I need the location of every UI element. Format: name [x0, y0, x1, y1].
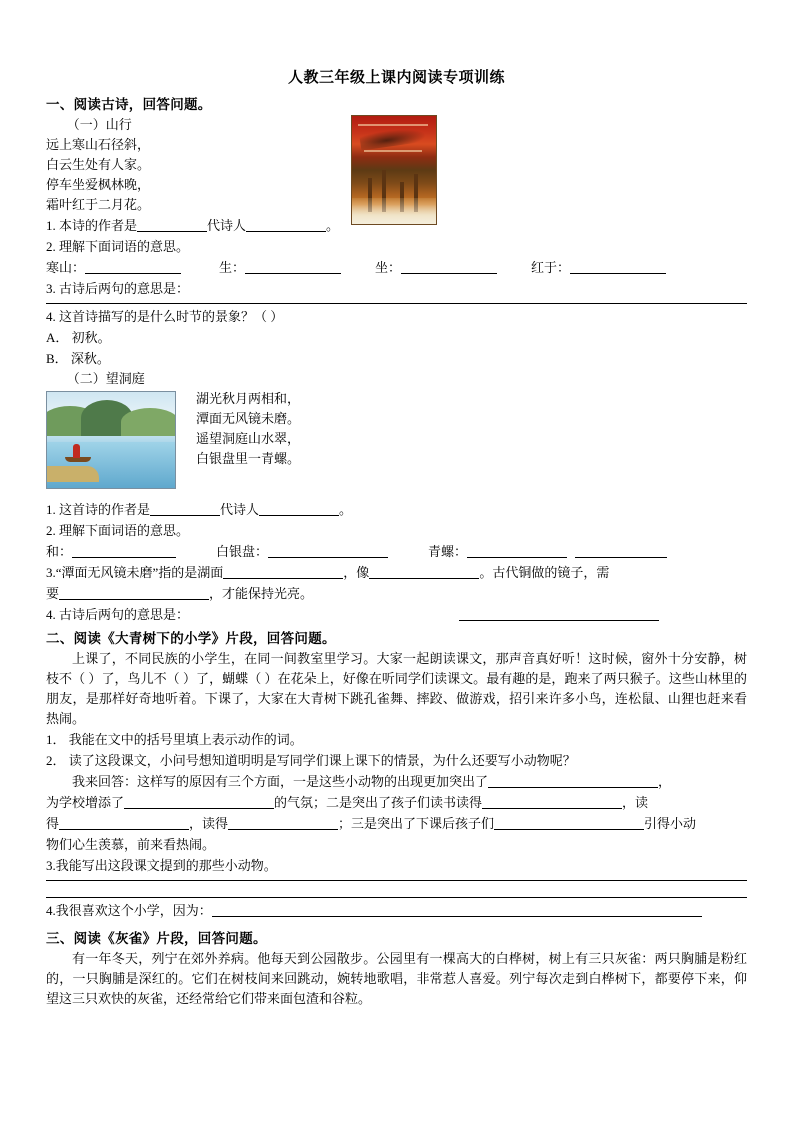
wdt-term-3-blank[interactable]: [467, 543, 567, 558]
section-2-heading: 二、阅读《大青树下的小学》片段，回答问题。: [46, 631, 336, 646]
section-1-heading: 一、阅读古诗，回答问题。: [46, 97, 212, 112]
shanxing-illustration-image: [351, 115, 437, 225]
s2-q4-text: 4.我很喜欢这个小学，因为：: [46, 903, 212, 918]
shanxing-term-4-label: 红于：: [531, 260, 571, 275]
shanxing-q4-option-a[interactable]: A． 初秋。: [46, 330, 111, 345]
wangdongting-question-1: [46, 499, 747, 520]
section-2-answer-line-4: 物们心生羡慕，前来看热闹。: [46, 837, 216, 852]
wdt-term-2-label: 白银盘：: [216, 544, 269, 559]
shanxing-q1-blank-2[interactable]: [246, 217, 326, 232]
poem-wangdongting-line-1: 湖光秋月两相和，: [196, 391, 301, 406]
section-2-answer-line-2: [46, 792, 747, 813]
shanxing-term-3-blank[interactable]: [401, 259, 497, 274]
poem-shanxing-line-4: 霜叶红于二月花。: [46, 197, 151, 212]
s2-a2-text-6: ，读得: [189, 816, 229, 831]
shanxing-term-1-label: 寒山：: [46, 260, 86, 275]
shanxing-term-4-blank[interactable]: [570, 259, 666, 274]
poem-shanxing-block: [46, 115, 747, 215]
wdt-q3-blank-3[interactable]: [59, 585, 209, 600]
poem-wangdongting-line-3: 遥望洞庭山水翠，: [196, 431, 301, 446]
s2-a2-blank-2[interactable]: [124, 794, 274, 809]
wdt-term-1-blank[interactable]: [72, 543, 176, 558]
s2-a2-blank-4[interactable]: [59, 815, 189, 830]
section-2-q3-answer-line-2[interactable]: [46, 897, 747, 898]
wdt-term-3-blank-2[interactable]: [575, 543, 667, 558]
poem-wangdongting-block: [46, 389, 747, 493]
wdt-q3-blank-1[interactable]: [223, 564, 343, 579]
shanxing-question-3: 3. 古诗后两句的意思是：: [46, 281, 190, 296]
poem-wangdongting-label: （二）望洞庭: [66, 371, 145, 386]
shanxing-q1-text-c: 。: [326, 218, 340, 233]
wangdongting-question-3: [46, 562, 747, 583]
s2-a2-text-7: ；三是突出了下课后孩子们: [338, 816, 495, 831]
wdt-q3-text-e: ，才能保持光亮。: [209, 586, 314, 601]
wdt-q4-text: 4. 古诗后两句的意思是：: [46, 607, 190, 622]
section-2-question-2: 2． 读了这段课文，小问号想知道明明是写同学们课上课下的情景，为什么还要写小动物呢？: [46, 753, 576, 768]
s2-a2-text-4: ，读: [622, 795, 649, 810]
shanxing-q1-blank-1[interactable]: [137, 217, 207, 232]
section-2-answer-line-1: 我来回答：这样写的原因有三个方面，一是这些小动物的出现更加突出了 ，: [72, 774, 672, 789]
section-2-passage: 上课了，不同民族的小学生，在同一间教室里学习。大家一起朗读课文，那声音真好听！这时候，窗外十分安静，树枝不（ ）了，鸟儿不（ ）了，蝴蝶（ ）在花朵上，好像在听同学们读课文。最有趣的是，跑来了两只猴子。这些山林里的朋友，是那样好奇地听着。下课了，大家在大青树下跳孔雀舞、摔跤、做游戏，招引来许多小鸟，连松鼠、山狸也赶来看热闹。: [46, 651, 747, 726]
wdt-q1-text-c: 。: [339, 502, 353, 517]
s2-a2-text-8: 引得小动: [644, 816, 697, 831]
poem-shanxing-line-3: 停车坐爱枫林晚，: [46, 177, 151, 192]
wdt-q3-blank-2[interactable]: [369, 564, 479, 579]
poem-wangdongting-line-2: 潭面无风镜未磨。: [196, 411, 301, 426]
poem-shanxing-line-1: 远上寒山石径斜，: [46, 137, 151, 152]
wdt-term-2-blank[interactable]: [268, 543, 388, 558]
wangdongting-question-4: [46, 604, 747, 625]
poem-shanxing-line-2: 白云生处有人家。: [46, 157, 151, 172]
poem-shanxing-label: （一）山行: [66, 117, 132, 132]
wdt-q3-text-d: 要: [46, 586, 60, 601]
shanxing-question-2: 2. 理解下面词语的意思。: [46, 239, 190, 254]
wdt-q4-blank[interactable]: [459, 606, 659, 621]
shanxing-question-4: 4. 这首诗描写的是什么时节的景象？（ ）: [46, 309, 284, 324]
s2-a2-blank-3[interactable]: [482, 794, 622, 809]
shanxing-terms-row: [46, 257, 747, 278]
s2-a2-blank-6[interactable]: [494, 815, 644, 830]
wdt-q3-text-c: 。古代铜做的镜子，需: [479, 565, 610, 580]
section-2-question-3: 3.我能写出这段课文提到的那些小动物。: [46, 858, 277, 873]
wdt-q1-text: 1. 这首诗的作者是: [46, 502, 151, 517]
shanxing-q4-option-b[interactable]: B． 深秋。: [46, 351, 110, 366]
shanxing-q1-text: 1. 本诗的作者是: [46, 218, 138, 233]
s2-a2-text-5: 得: [46, 816, 60, 831]
wdt-term-1-label: 和：: [46, 544, 73, 559]
shanxing-term-1-blank[interactable]: [85, 259, 181, 274]
s2-a2-text-1: 我来回答：这样写的原因有三个方面，一是这些小动物的出现更加突出了: [72, 774, 489, 789]
section-2-question-4: [46, 900, 747, 921]
section-2-question-1: 1． 我能在文中的括号里填上表示动作的词。: [46, 732, 303, 747]
s2-a2-text-2: 为学校增添了: [46, 795, 125, 810]
poem-wangdongting-line-4: 白银盘里一青螺。: [196, 451, 301, 466]
wangdongting-terms-row: [46, 541, 747, 562]
wangdongting-question-3-cont: [46, 583, 747, 604]
wdt-q3-text-b: ，像: [343, 565, 370, 580]
s2-a2-text-3: 的气氛；二是突出了孩子们读书读得: [274, 795, 483, 810]
section-3-passage: 有一年冬天，列宁在郊外养病。他每天到公园散步。公园里有一棵高大的白桦树，树上有三只灰雀：两只胸脯是粉红的，一只胸脯是深红的。它们在树枝间来回跳动，婉转地歌唱，非常惹人喜爱。列宁每次走到白桦树下，都要停下来，仰望这三只欢快的灰雀，还经常给它们带来面包渣和谷粒。: [46, 951, 747, 1006]
section-2-q3-answer-line-1[interactable]: [46, 880, 747, 881]
shanxing-term-2-label: 生：: [219, 260, 246, 275]
wdt-q1-text-b: 代诗人: [220, 502, 260, 517]
wangdongting-illustration-image: [46, 391, 176, 489]
shanxing-term-3-label: 坐：: [375, 260, 402, 275]
shanxing-q3-answer-line[interactable]: [46, 303, 747, 304]
s2-q4-blank[interactable]: [212, 902, 702, 917]
wdt-q3-text-a: 3.“潭面无风镜未磨”指的是湖面: [46, 565, 224, 580]
shanxing-term-2-blank[interactable]: [245, 259, 341, 274]
s2-a2-blank-5[interactable]: [228, 815, 338, 830]
shanxing-q1-text-b: 代诗人: [207, 218, 247, 233]
wdt-q1-blank-2[interactable]: [259, 501, 339, 516]
s2-a2-blank-1[interactable]: [488, 773, 658, 788]
section-3-heading: 三、阅读《灰雀》片段，回答问题。: [46, 931, 267, 946]
wangdongting-question-2: 2. 理解下面词语的意思。: [46, 523, 190, 538]
section-2-answer-line-3: [46, 813, 747, 834]
wdt-q1-blank-1[interactable]: [150, 501, 220, 516]
wdt-term-3-label: 青螺：: [428, 544, 468, 559]
page-title: 人教三年级上课内阅读专项训练: [287, 70, 505, 86]
